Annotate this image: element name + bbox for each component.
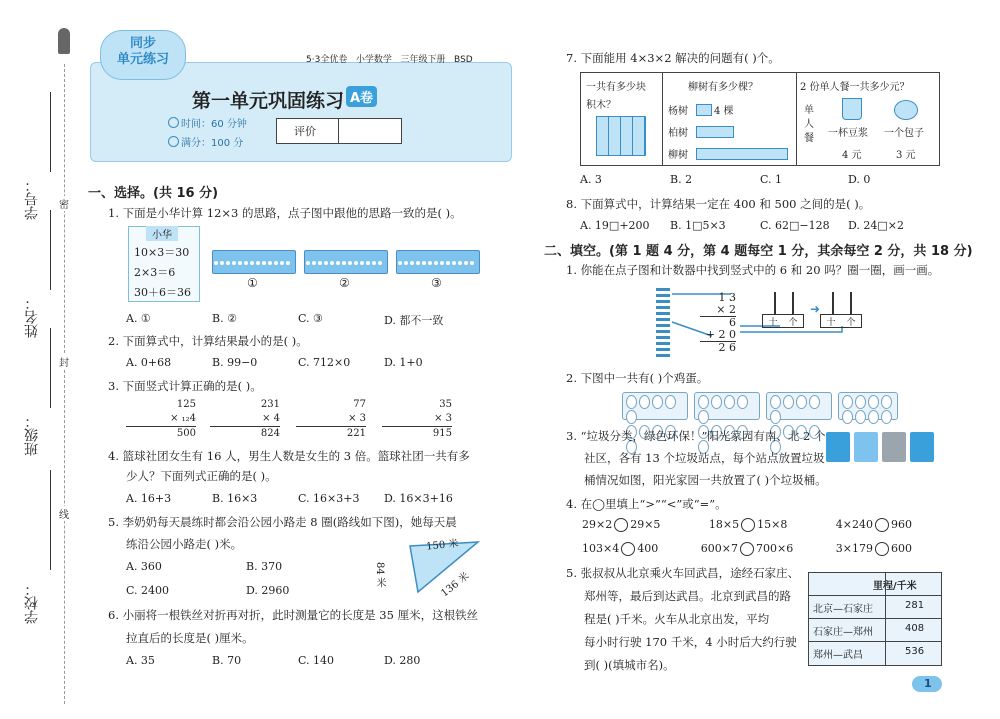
dot [250,299,254,303]
q7-c2-bar-label: 4 棵 [714,106,734,117]
abacus-1 [762,292,806,328]
dot [330,280,334,284]
dot [262,261,266,265]
page-title: 第一单元巩固练习 [192,90,345,112]
full-score: 满分：100 分 [181,138,244,149]
dot [226,261,230,265]
q2-option-b[interactable]: B. 99−0 [212,356,258,369]
dot [232,299,236,303]
abacus-tens: 十 [826,318,836,328]
q5-option-c[interactable]: C. 2400 [126,584,170,597]
table-row: 北京—石家庄 [813,604,873,615]
egg-icon [868,395,879,409]
egg-icon [770,410,781,424]
q8-option-a[interactable]: A. 19□+200 [580,219,650,232]
dot [378,280,382,284]
q1-box-line: 30＋6＝36 [134,286,191,299]
q1-option-d[interactable]: D. 都不一致 [384,314,444,327]
egg-icon [809,395,820,409]
label-student-id: 学号： [24,178,40,220]
dot [440,299,444,303]
dot [464,280,468,284]
check-icon [168,136,179,147]
label-name: 姓名： [24,296,40,338]
dot [220,280,224,284]
q6-line1: 6. 小丽将一根铁丝对折再对折，此时测量它的长度是 35 厘米，这根铁丝 [108,608,479,622]
cube-blocks-image [596,116,646,156]
q8-text: 8. 下面算式中，计算结果一定在 400 和 500 之间的是( )。 [566,197,871,211]
compare-circle[interactable] [614,518,628,532]
calc-mid: × 3 [296,412,366,427]
dot [342,299,346,303]
q5-line1: 5. 李奶奶每天晨练时都会沿公园小路走 8 圈(路线如下图)，她每天晨 [108,515,457,529]
dot [452,261,456,265]
egg-icon [855,410,866,424]
q8-option-d[interactable]: D. 24□×2 [848,219,905,232]
abacus-ones: 个 [788,318,798,328]
egg-icon [881,410,892,424]
q3-calc-a[interactable] [126,398,196,441]
table-header: 里程/千米 [873,581,917,592]
dot [366,280,370,284]
dot [434,261,438,265]
dot [238,280,242,284]
dot [306,299,310,303]
q4-option-c[interactable]: C. 16×3+3 [298,492,360,505]
q5-option-b[interactable]: B. 370 [246,560,283,573]
q1-text: 1. 下面是小华计算 12×3 的思路，点子图中跟他的思路一致的是( )。 [108,206,462,220]
q7-c3-title: 2 份单人餐一共多少元？ [800,82,910,93]
q7-c2-bar [696,148,788,160]
soymilk-cup-icon [842,98,862,120]
f1-text: 1. 你能在点子图和计数器中找到竖式中的 6 和 20 吗？圈一圈，画一画。 [566,263,940,277]
section2-title: 二、填空。(第 1 题 4 分，第 4 题每空 1 分，其余每空 2 分，共 18 分) [544,244,973,259]
dot [360,299,364,303]
q4-line1: 4. 篮球社团女生有 16 人，男生人数是女生的 3 倍。篮球社团一共有多 [108,449,470,463]
trash-bin-icon [826,432,850,462]
f1-calc-line: 1 3 [718,291,736,304]
dot [324,299,328,303]
egg-icon [626,395,637,409]
dot [398,299,402,303]
f1-calc-line: × 2 [700,304,736,317]
trash-bin-icon [910,432,934,462]
q7-c2-bar [696,126,734,138]
bun-icon [894,100,918,120]
egg-tray [622,392,688,420]
dot [238,299,242,303]
dot [318,299,322,303]
cut-mark-seal: 密 [59,196,69,211]
triangle-label-top: 150 米 [425,538,459,553]
egg-icon [639,395,650,409]
dot [238,261,242,265]
dot-diagram-1 [212,250,296,274]
egg-icon [842,410,853,424]
q1-pic-label: ③ [431,276,442,290]
f2-text: 2. 下图中一共有( )个鸡蛋。 [566,371,709,385]
label-school: 学校： [24,582,40,624]
f4-item[interactable]: 4×240 960 [835,518,912,531]
dot [312,280,316,284]
dot [286,261,290,265]
abacus-tens: 十 [768,318,778,328]
dot [398,261,402,265]
q5-option-d[interactable]: D. 2960 [246,584,290,597]
calc-bot: 824 [260,428,280,439]
dot [372,280,376,284]
q7-divider [796,72,797,166]
f3-line3: 桶情况如图，阳光家园一共放置了( )个垃圾桶。 [584,473,827,487]
dot [470,280,474,284]
eval-field[interactable] [340,119,400,143]
table-cell: 536 [905,646,925,657]
q6-option-d[interactable]: D. 280 [384,654,421,667]
dot [398,280,402,284]
dot [422,299,426,303]
dot [446,280,450,284]
calc-bot: 221 [346,428,366,439]
calc-top: 231 [260,399,280,410]
eval-divider [338,118,339,144]
q4-option-d[interactable]: D. 16×3+16 [384,492,453,505]
table-cell: 408 [905,623,925,634]
section1-title: 一、选择。(共 16 分) [88,186,219,201]
blank-class [50,328,51,408]
dot [428,299,432,303]
dot-column-image [656,288,670,358]
dot [256,299,260,303]
q1-option-a[interactable]: A. ① [126,312,151,325]
dot [360,261,364,265]
trash-bin-icon [854,432,878,462]
dot [306,261,310,265]
f3-line1: 3. “垃圾分类，绿色环保！”阳光家园有南、北 2 个 [566,429,826,443]
dot [312,261,316,265]
mileage-table [808,572,942,666]
f4-item[interactable]: 600×7 700×6 [700,542,794,555]
q6-option-b[interactable]: B. 70 [212,654,242,667]
q1-box-line: 10×3＝30 [134,246,190,259]
arrow-right-icon: ➜ [810,302,821,316]
egg-tray [694,392,760,420]
dot [452,280,456,284]
dot [348,299,352,303]
dot [244,299,248,303]
dot [214,261,218,265]
q7-text: 7. 下面能用 4×3×2 解决的问题有( )个。 [566,51,780,65]
q3-calc-d[interactable] [382,398,452,441]
compare-circle[interactable] [621,542,635,556]
q7-c3-side: 单人餐 [804,105,814,144]
dot [330,299,334,303]
dot [280,261,284,265]
egg-tray [838,392,898,420]
egg-icon [770,395,781,409]
dot [446,261,450,265]
dot [226,280,230,284]
f4-item[interactable]: 18×5 15×8 [708,518,788,531]
q7-c2-row-label: 杨树 [668,106,688,117]
table-row: 郑州—武昌 [813,650,863,661]
q6-line2: 拉直后的长度是( )厘米。 [126,631,254,645]
dot [250,261,254,265]
label-class: 班级： [24,414,40,456]
dot-diagram-3 [396,250,480,274]
dot [336,261,340,265]
egg-icon [881,395,892,409]
dot [324,280,328,284]
f4-text: 4. 在◯里填上“>”“<”或“=”。 [566,497,727,511]
dot [220,261,224,265]
calc-top: 35 [439,399,452,410]
table-cell: 281 [905,600,925,611]
dot [262,280,266,284]
calc-mid: × 4 [210,412,280,427]
q4-line2: 少人？下面列式正确的是( )。 [126,469,277,483]
compare-circle[interactable] [740,542,754,556]
f1-calc-line: + 2 0 [700,329,736,342]
q1-option-c[interactable]: C. ③ [298,312,323,325]
dot [330,261,334,265]
f5-line2: 郑州等，最后到达武昌。北京到武昌的路 [584,589,791,603]
f5-line4: 每小时行驶 170 千米，4 小时后大约行驶 [584,635,797,649]
dot [312,299,316,303]
dot [274,261,278,265]
f5-line1: 5. 张叔叔从北京乘火车回武昌，途经石家庄、 [566,566,800,580]
egg-icon [783,395,794,409]
q3-calc-b[interactable] [210,398,280,441]
dot [404,299,408,303]
q3-text: 3. 下面竖式计算正确的是( )。 [108,379,262,393]
dot [268,280,272,284]
q1-pic-label: ① [247,276,258,290]
dot [342,261,346,265]
q7-c2-row-label: 柳树 [668,150,688,161]
f4-item[interactable]: 29×2 29×5 [582,518,661,531]
dot [434,299,438,303]
dot [416,299,420,303]
dot [348,261,352,265]
dot [470,261,474,265]
f4-item[interactable]: 3×179 600 [835,542,912,555]
dot [410,299,414,303]
f4-row1 [582,518,912,532]
dot [378,261,382,265]
q7-option-d[interactable]: D. 0 [848,173,871,186]
eval-label: 评价 [294,125,316,138]
q7-c3-price: 4 元 [842,150,862,161]
egg-icon [868,410,879,424]
q7-c3-item: 一个包子 [884,128,924,139]
calc-top: 125 [176,399,196,410]
egg-icon [842,395,853,409]
q8-option-b[interactable]: B. 1□5×3 [670,219,726,232]
dot [428,261,432,265]
binding-strip [0,0,90,719]
dot [354,299,358,303]
dot [274,280,278,284]
f5-line5: 到( )(填城市名)。 [584,658,675,672]
cut-mark-line: 线 [59,506,69,521]
dot [318,261,322,265]
trash-bin-icon [882,432,906,462]
calc-bot: 500 [176,428,196,439]
dot [410,280,414,284]
dot [256,261,260,265]
dot [422,261,426,265]
q5-option-a[interactable]: A. 360 [126,560,162,573]
q4-option-a[interactable]: A. 16+3 [126,492,172,505]
dot [220,299,224,303]
q7-divider [662,72,663,166]
dot [268,261,272,265]
q4-option-b[interactable]: B. 16×3 [212,492,258,505]
q2-option-a[interactable]: A. 0+68 [126,356,172,369]
dot [366,261,370,265]
calc-mid: × 3 [382,412,452,427]
dot [354,261,358,265]
dot [262,299,266,303]
series-line: 5·3全优卷 小学数学 三年级下册 BSD [306,55,473,65]
dotted-cut-line [64,64,65,704]
compare-circle[interactable] [741,518,755,532]
q5-line2: 练沿公园小路走( )米。 [126,537,243,551]
q7-c3-item: 一杯豆浆 [828,128,868,139]
egg-icon [724,395,735,409]
dot [458,280,462,284]
egg-icon [796,395,807,409]
q7-c2-bar [696,104,712,116]
dot [336,299,340,303]
title-badge: A卷 [346,86,377,107]
table-row: 石家庄—郑州 [813,627,873,638]
egg-tray [766,392,832,420]
dot [410,261,414,265]
dot [360,280,364,284]
q1-box-line: 2×3＝6 [134,266,176,279]
dot [452,299,456,303]
dot [416,280,420,284]
f5-line3: 程是( )千米。火车从北京出发，平均 [584,612,770,626]
q7-option-c[interactable]: C. 1 [760,173,783,186]
dot [404,280,408,284]
dot [214,299,218,303]
abacus-2 [820,292,864,328]
dot [440,261,444,265]
dot [232,261,236,265]
calc-top: 77 [353,399,366,410]
egg-icon [698,410,709,424]
dot [226,299,230,303]
dot [404,261,408,265]
compare-circle[interactable] [875,542,889,556]
triangle-label-right: 136 米 [439,570,472,600]
q2-option-c[interactable]: C. 712×0 [298,356,351,369]
compare-circle[interactable] [875,518,889,532]
dot [372,261,376,265]
page-number: 1 [924,677,932,690]
dot [458,261,462,265]
dot [306,280,310,284]
dot [244,261,248,265]
blank-name [50,210,51,290]
f1-calc-line: 2 6 [718,341,736,354]
cut-mark-seal2: 封 [59,354,69,369]
q1-box-title: 小华 [146,226,178,241]
calc-mid: × ₁₂4 [126,412,196,427]
q2-text: 2. 下面算式中，计算结果最小的是( )。 [108,334,308,348]
q7-c3-price: 3 元 [896,150,916,161]
f1-calc-line: 6 [729,316,736,329]
q2-option-d[interactable]: D. 1+0 [384,356,423,369]
q6-option-a[interactable]: A. 35 [126,654,155,667]
dot [324,261,328,265]
dot [268,299,272,303]
egg-icon [652,395,663,409]
q7-c2-row-label: 柏树 [668,128,688,139]
f4-item[interactable]: 103×4 400 [582,542,659,555]
q7-option-a[interactable]: A. 3 [580,173,602,186]
egg-icon [737,395,748,409]
f3-line2: 社区，各有 13 个垃圾站点，每个站点放置垃圾 [584,451,825,465]
egg-icon [698,395,709,409]
calc-bot: 915 [432,428,452,439]
q7-c2-title: 柳树有多少棵？ [688,82,758,93]
dot-diagram-2 [304,250,388,274]
egg-icon [711,395,722,409]
rocket-icon [58,28,70,54]
dot [422,280,426,284]
q8-option-c[interactable]: C. 62□−128 [760,219,830,232]
dot [214,280,218,284]
header-badge: 同步 单元练习 [116,36,169,67]
triangle-label-left: 84 米 [374,562,385,588]
q7-c1-line: 一共有多少块 [586,82,646,93]
q1-option-b[interactable]: B. ② [212,312,237,325]
q6-option-c[interactable]: C. 140 [298,654,335,667]
egg-icon [626,410,637,424]
q7-option-b[interactable]: B. 2 [670,173,693,186]
dot [446,299,450,303]
dot [280,280,284,284]
dot [286,280,290,284]
blank-student-id [50,92,51,172]
q7-c1-line: 积木？ [586,100,616,111]
clock-icon [168,117,179,128]
dot [354,280,358,284]
dot [416,261,420,265]
dot [318,280,322,284]
q1-pic-label: ② [339,276,350,290]
abacus-ones: 个 [846,318,856,328]
dot [464,261,468,265]
q3-calc-c[interactable] [296,398,366,441]
blank-school [50,470,51,570]
time-limit: 时间：60 分钟 [181,119,247,130]
f4-row2 [582,542,912,556]
dot [232,280,236,284]
f1-vertical-calc [700,292,736,354]
egg-icon [665,395,676,409]
egg-icon [855,395,866,409]
